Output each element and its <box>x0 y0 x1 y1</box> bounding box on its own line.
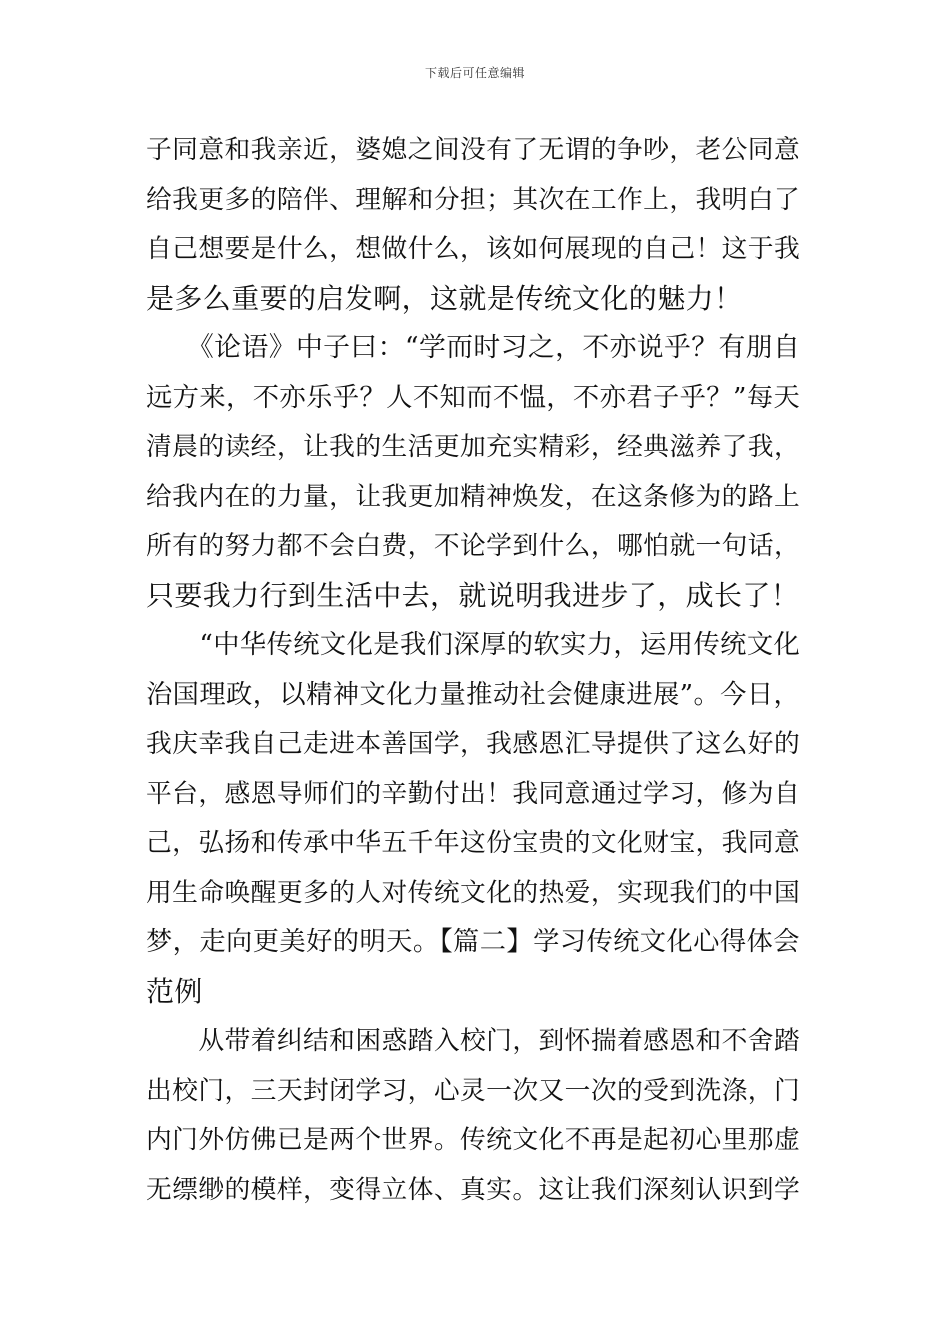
text-line: 治国理政，以精神文化力量推动社会健康进展”。今日， <box>146 679 801 710</box>
text-line: 范例 <box>146 974 203 1008</box>
text-line: 从带着纠结和困惑踏入校门，到怀揣着感恩和不舍踏 <box>146 1026 801 1056</box>
text-line: 梦，走向更美好的明天。【篇二】学习传统文化心得体会 <box>146 927 800 957</box>
text-line: 内门外仿佛已是两个世界。传统文化不再是起初心里那虚 <box>146 1125 801 1155</box>
text-line: 出校门，三天封闭学习，心灵一次又一次的受到洗涤，门 <box>146 1075 801 1106</box>
text-line: 只要我力行到生活中去，就说明我进步了，成长了！ <box>146 578 800 612</box>
text-line: 用生命唤醒更多的人对传统文化的热爱，实现我们的中国 <box>146 877 801 908</box>
text-line: 我庆幸我自己走进本善国学，我感恩汇导提供了这么好的 <box>146 729 801 759</box>
text-line: 给我内在的力量，让我更加精神焕发，在这条修为的路上 <box>146 481 801 512</box>
text-line: 无缥缈的模样，变得立体、真实。这让我们深刻认识到学 <box>146 1174 801 1205</box>
page-header: 下载后可任意编辑 <box>424 66 525 80</box>
text-line: 平台，感恩导师们的辛勤付出！我同意通过学习，修为自 <box>146 778 801 809</box>
text-line: 子同意和我亲近，婆媳之间没有了无谓的争吵，老公同意 <box>146 135 801 165</box>
text-line: 自己想要是什么，想做什么，该如何展现的自己！这于我 <box>146 234 801 264</box>
text-line: 清晨的读经，让我的生活更加充实精彩，经典滋养了我， <box>146 432 801 462</box>
text-line: 己，弘扬和传承中华五千年这份宝贵的文化财宝，我同意 <box>146 828 801 858</box>
text-line: 远方来，不亦乐乎？人不知而不愠，不亦君子乎？”每天 <box>146 382 801 413</box>
text-line: 给我更多的陪伴、理解和分担；其次在工作上，我明白了 <box>146 184 801 215</box>
text-line: 是多么重要的启发啊，这就是传统文化的魅力！ <box>146 281 743 315</box>
text-line: 《论语》中子曰：“学而时习之，不亦说乎？有朋自 <box>146 332 801 363</box>
text-line: “中华传统文化是我们深厚的软实力，运用传统文化 <box>146 630 801 660</box>
text-line: 所有的努力都不会白费，不论学到什么，哪怕就一句话， <box>146 531 801 561</box>
